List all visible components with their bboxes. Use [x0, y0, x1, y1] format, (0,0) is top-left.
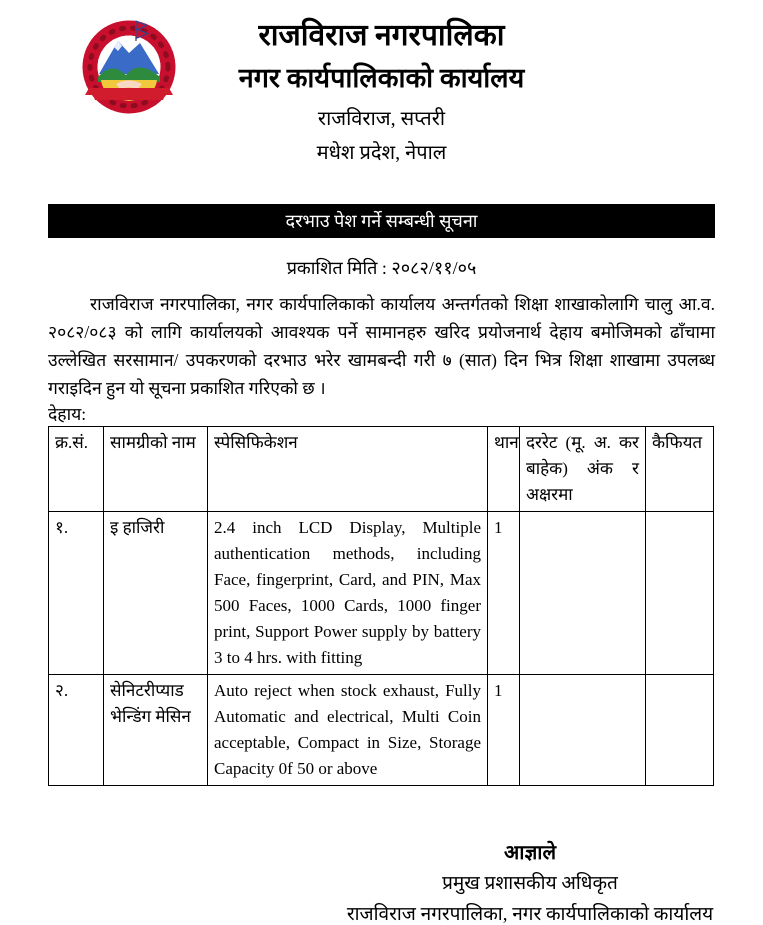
spec-cell: Auto reject when stock exhaust, Fully Automatic and electrical, Multi Coin acceptable, Compact in Size, Storage Capacity 0f 50 or above [208, 675, 488, 786]
remarks-cell [646, 675, 714, 786]
signature-designation: प्रमुख प्रशासकीय अधिकृत [442, 873, 618, 894]
signature-block [345, 838, 715, 925]
col-header-remarks: कैफियत [646, 427, 714, 512]
serial-cell: १. [49, 512, 104, 675]
col-header-qty: थान [488, 427, 520, 512]
rate-cell [520, 512, 646, 675]
office-title: नगर कार्यपालिकाको कार्यालय [238, 63, 525, 93]
col-header-rate: दररेट (मू. अ. कर बाहेक) अंक र अक्षरमा [520, 427, 646, 512]
col-header-item: सामग्रीको नाम [104, 427, 208, 512]
item-cell: सेनिटरीप्याड भेन्डिंग मेसिन [104, 675, 208, 786]
municipality-title: राजविराज नगरपालिका [258, 19, 505, 52]
published-date: प्रकाशित मिति : २०८२/११/०५ [286, 258, 477, 278]
qty-cell: 1 [488, 675, 520, 786]
notice-title-banner: दरभाउ पेश गर्ने सम्बन्धी सूचना [48, 204, 715, 238]
item-cell: इ हाजिरी [104, 512, 208, 675]
remarks-cell [646, 512, 714, 675]
items-table [48, 426, 714, 786]
spec-cell: 2.4 inch LCD Display, Multiple authentication methods, including Face, fingerprint, Card, and PIN, Max 500 Faces, 1000 Cards, 1000 finger print, Support Power supply by battery 3 to 4 hrs. with fitting [208, 512, 488, 675]
table-lead-label: देहाय: [48, 404, 87, 424]
signature-office-line: राजविराज नगरपालिका, नगर कार्यपालिकाको कार्यालय [346, 904, 714, 925]
serial-cell: २. [49, 675, 104, 786]
notice-body: राजविराज नगरपालिका, नगर कार्यपालिकाको कार्यालय अन्तर्गतको शिक्षा शाखाकोलागि चालु आ.व. २०८२/०८३ को लागि कार्यालयको आवश्यक पर्ने सामानहरु खरिद प्रयोजनार्थ देहाय बमोजिमको ढाँचामा उल्लेखित सरसामान/ उपकरणको दरभाउ भरेर खामबन्दी गरी ७ (सात) दिन भित्र शिक्षा शाखामा उपलब्ध गराइदिन हुन यो सूचना प्रकाशित गरिएको छ । [48, 294, 715, 398]
rate-cell [520, 675, 646, 786]
district-line: राजविराज, सप्तरी [317, 108, 446, 130]
table-row [49, 512, 714, 675]
col-header-serial: क्र.सं. [49, 427, 104, 512]
nepal-government-emblem-icon [78, 14, 180, 114]
signature-by-order: आज्ञाले [504, 842, 556, 864]
col-header-spec: स्पेसिफिकेशन [208, 427, 488, 512]
qty-cell: 1 [488, 512, 520, 675]
table-header-row [49, 427, 714, 512]
table-row [49, 675, 714, 786]
province-line: मधेश प्रदेश, नेपाल [316, 142, 447, 164]
